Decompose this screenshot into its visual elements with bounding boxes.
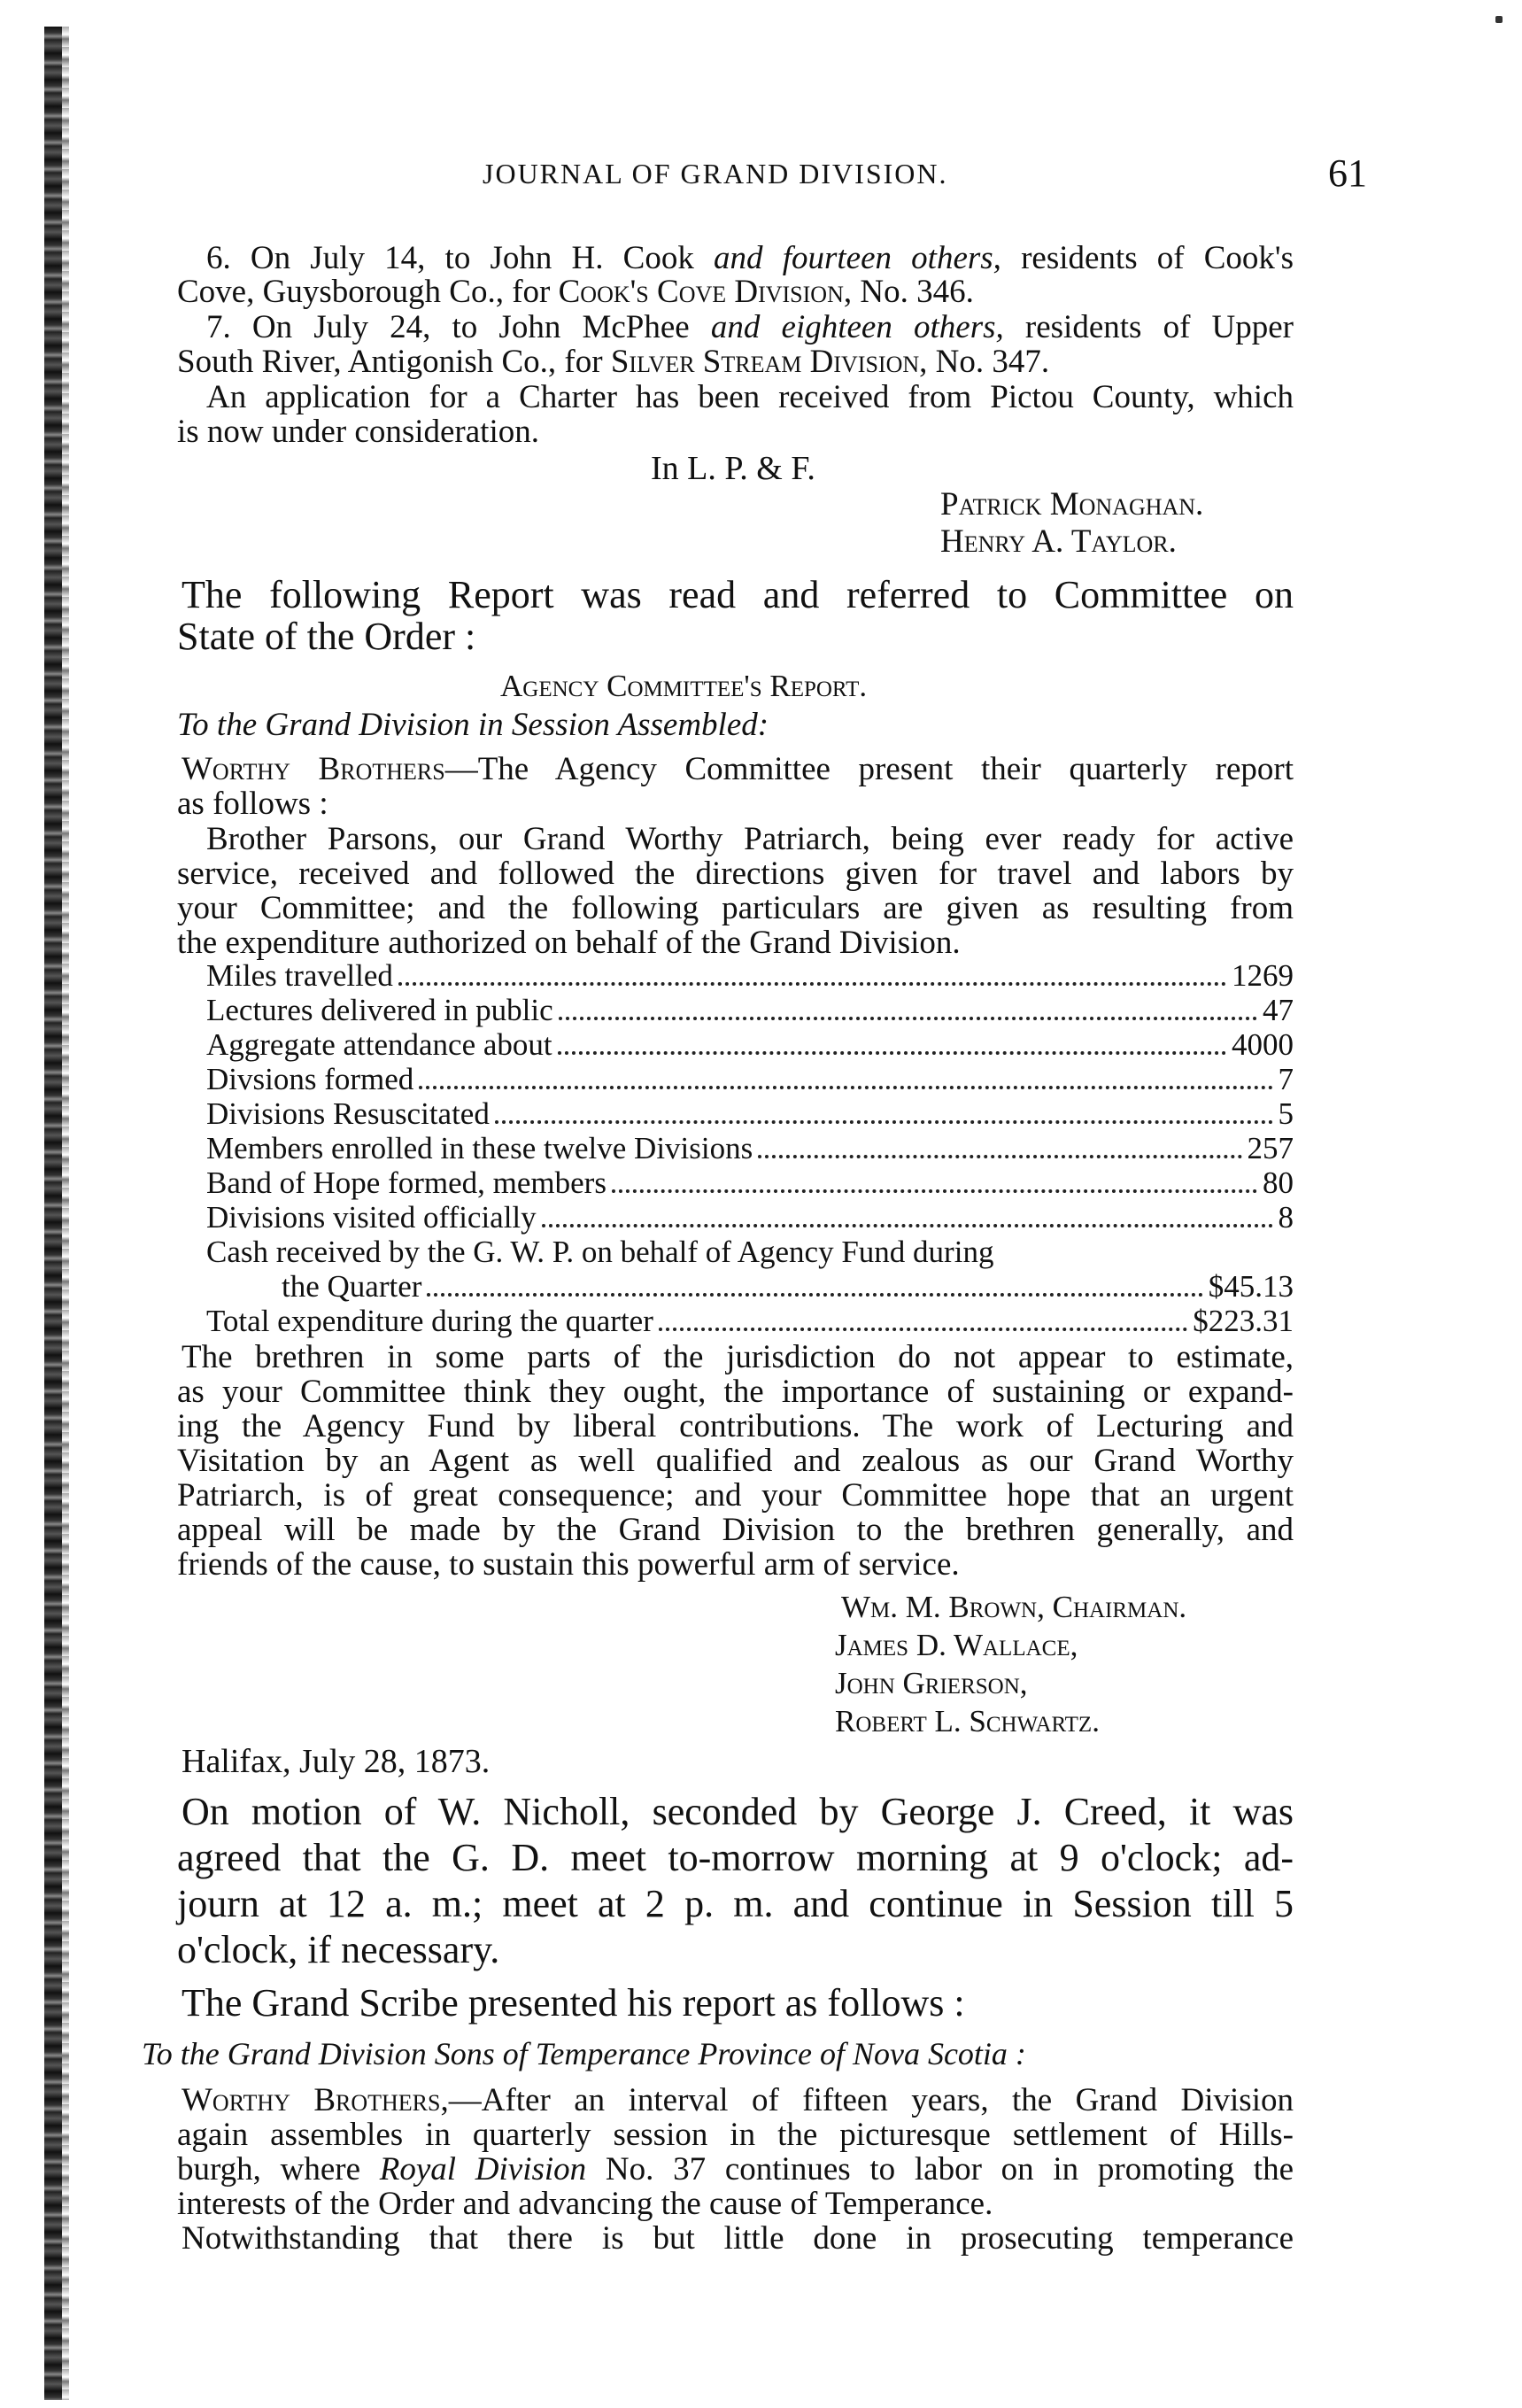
stat-row-attendance: Aggregate attendance about 4000 bbox=[206, 1027, 1294, 1062]
signer-monaghan: Patrick Monaghan. bbox=[940, 486, 1204, 523]
scribe-line3: burgh, where Royal Division No. 37 continues to labor on in promoting the bbox=[177, 2151, 1294, 2187]
stat-row-members: Members enrolled in these twelve Divisions 257 bbox=[206, 1131, 1294, 1165]
agency-para-line1: Brother Parsons, our Grand Worthy Patriarch, being ever ready for active bbox=[206, 821, 1294, 857]
agency-closing-line2: as your Committee think they ought, the importance of sustaining or expand- bbox=[177, 1374, 1294, 1410]
place-date: Halifax, July 28, 1873. bbox=[182, 1743, 491, 1780]
agency-intro-line1: Worthy Brothers—The Agency Committee present their quarterly report bbox=[182, 751, 1294, 787]
agency-report-address: To the Grand Division in Session Assembled: bbox=[177, 707, 769, 743]
charter-item-6-line2: Cove, Guysborough Co., for Cook's Cove Division, No. 346. bbox=[177, 274, 974, 310]
scan-edge-shadow bbox=[44, 27, 67, 2400]
application-line1: An application for a Charter has been received from Pictou County, which bbox=[206, 379, 1294, 415]
running-head: JOURNAL OF GRAND DIVISION. bbox=[483, 158, 948, 190]
agency-closing-line6: appeal will be made by the Grand Division to the brethren generally, and bbox=[177, 1512, 1294, 1548]
agency-closing-line1: The brethren in some parts of the jurisdiction do not appear to estimate, bbox=[182, 1339, 1294, 1375]
charter-item-6-line1: 6. On July 14, to John H. Cook and fourteen others, residents of Cook's bbox=[206, 240, 1294, 276]
referral-line2: State of the Order : bbox=[177, 615, 476, 658]
scribe-line1: Worthy Brothers,—After an interval of fifteen years, the Grand Division bbox=[182, 2082, 1294, 2118]
agency-closing-line7: friends of the cause, to sustain this powerful arm of service. bbox=[177, 1546, 960, 1583]
signatory-grierson: John Grierson, bbox=[835, 1666, 1028, 1700]
closing-formula: In L. P. & F. bbox=[651, 450, 815, 487]
charter-item-7-line2: South River, Antigonish Co., for Silver Stream Division, No. 347. bbox=[177, 344, 1050, 380]
agency-para-line2: service, received and followed the directions given for travel and labors by bbox=[177, 856, 1294, 892]
scribe-line4: interests of the Order and advancing the cause of Temperance. bbox=[177, 2186, 993, 2222]
agency-para-line3: your Committee; and the following particulars are given as resulting from bbox=[177, 890, 1294, 926]
motion-line2: agreed that the G. D. meet to-morrow morning at 9 o'clock; ad- bbox=[177, 1836, 1294, 1879]
scan-speck bbox=[1495, 16, 1503, 23]
stat-row-band-of-hope: Band of Hope formed, members 80 bbox=[206, 1165, 1294, 1200]
stat-row-resuscitated: Divisions Resuscitated 5 bbox=[206, 1096, 1294, 1131]
agency-closing-line5: Patriarch, is of great consequence; and your Committee hope that an urgent bbox=[177, 1477, 1294, 1514]
signatory-brown: Wm. M. Brown, Chairman. bbox=[841, 1590, 1187, 1624]
agency-report-title: Agency Committee's Report. bbox=[500, 669, 868, 703]
stat-row-cash: the Quarter $45.13 bbox=[282, 1269, 1294, 1304]
scribe-intro: The Grand Scribe presented his report as follows : bbox=[182, 1981, 965, 2025]
stat-row-divisions-formed: Divsions formed 7 bbox=[206, 1062, 1294, 1096]
agency-para-line4: the expenditure authorized on behalf of the Grand Division. bbox=[177, 925, 961, 961]
application-line2: is now under consideration. bbox=[177, 414, 539, 450]
stat-row-miles: Miles travelled 1269 bbox=[206, 958, 1294, 993]
stat-row-expenditure: Total expenditure during the quarter $223.31 bbox=[206, 1304, 1294, 1338]
signatory-schwartz: Robert L. Schwartz. bbox=[835, 1704, 1100, 1738]
signatory-wallace: James D. Wallace, bbox=[835, 1628, 1078, 1662]
referral-line1: The following Report was read and referred to Committee on bbox=[182, 573, 1294, 616]
motion-line1: On motion of W. Nicholl, seconded by George J. Creed, it was bbox=[182, 1790, 1294, 1833]
stat-row-lectures: Lectures delivered in public 47 bbox=[206, 993, 1294, 1027]
cash-line1: Cash received by the G. W. P. on behalf of Agency Fund during bbox=[206, 1235, 994, 1269]
agency-closing-line3: ing the Agency Fund by liberal contributions. The work of Lecturing and bbox=[177, 1408, 1294, 1444]
motion-line4: o'clock, if necessary. bbox=[177, 1928, 500, 1971]
agency-intro-line2: as follows : bbox=[177, 786, 328, 822]
stat-row-visited: Divisions visited officially 8 bbox=[206, 1200, 1294, 1235]
signer-taylor: Henry A. Taylor. bbox=[940, 523, 1177, 560]
scribe-line2: again assembles in quarterly session in the picturesque settlement of Hills- bbox=[177, 2117, 1294, 2153]
scribe-line5: Notwithstanding that there is but little done in prosecuting temperance bbox=[182, 2220, 1294, 2257]
agency-closing-line4: Visitation by an Agent as well qualified and zealous as our Grand Worthy bbox=[177, 1443, 1294, 1479]
motion-line3: journ at 12 a. m.; meet at 2 p. m. and continue in Session till 5 bbox=[177, 1882, 1294, 1925]
scribe-address: To the Grand Division Sons of Temperance Province of Nova Scotia : bbox=[142, 2036, 1026, 2071]
charter-item-7-line1: 7. On July 24, to John McPhee and eighteen others, residents of Upper bbox=[206, 309, 1294, 345]
page-number: 61 bbox=[1328, 151, 1367, 195]
